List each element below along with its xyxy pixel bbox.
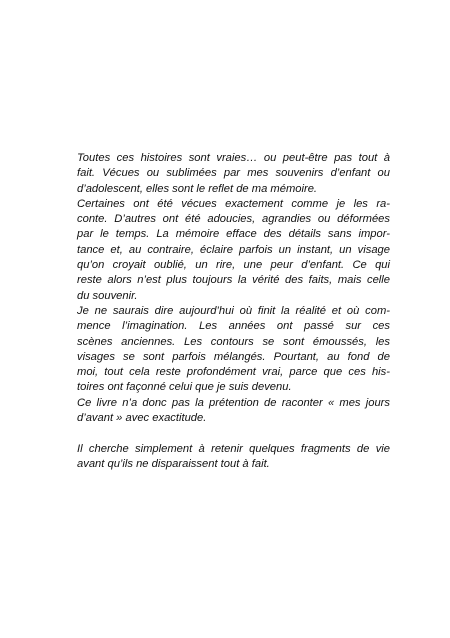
- text-line: du souvenir.: [77, 289, 138, 302]
- preface-text: [77, 151, 390, 472]
- text-line: mence l’imagination. Les années ont passé sur ces: [77, 320, 390, 333]
- text-line: avant qu’ils ne disparaissent tout à fait.: [77, 457, 270, 470]
- text-line: reste alors n’est plus toujours la vérité des faits, mais celle: [77, 274, 390, 287]
- text-line: Je ne saurais dire aujourd’hui où finit la réalité et où com-: [77, 304, 390, 317]
- text-line: d’avant » avec exactitude.: [77, 412, 207, 425]
- text-line: Il cherche simplement à retenir quelques fragments de vie: [77, 442, 390, 455]
- text-line: moi, tout cela reste profondément vrai, parce que ces his-: [77, 366, 390, 379]
- text-line: tance et, au contraire, éclaire parfois un instant, un visage: [77, 243, 390, 256]
- text-line: Certaines ont été vécues exactement comme je les ra-: [77, 197, 390, 210]
- paragraph-gap: [77, 426, 390, 441]
- text-line: scènes anciennes. Les contours se sont émoussés, les: [77, 335, 390, 348]
- text-line: visages se sont parfois mélangés. Pourtant, au fond de: [77, 350, 390, 363]
- text-line: toires ont façonné celui que je suis devenu.: [77, 381, 292, 394]
- text-line: par le temps. La mémoire efface des détails sans impor-: [77, 228, 390, 241]
- text-line: Ce livre n’a donc pas la prétention de raconter « mes jours: [77, 396, 390, 409]
- text-line: Toutes ces histoires sont vraies… ou peut-être pas tout à: [77, 152, 390, 164]
- text-line: d’adolescent, elles sont le reflet de ma mémoire.: [77, 182, 318, 195]
- text-line: conte. D’autres ont été adoucies, agrandies ou déformées: [77, 213, 390, 226]
- text-line: qu’on croyait oublié, un rire, une peur d’enfant. Ce qui: [77, 259, 390, 272]
- text-line: fait. Vécues ou sublimées par mes souvenirs d’enfant ou: [77, 167, 390, 180]
